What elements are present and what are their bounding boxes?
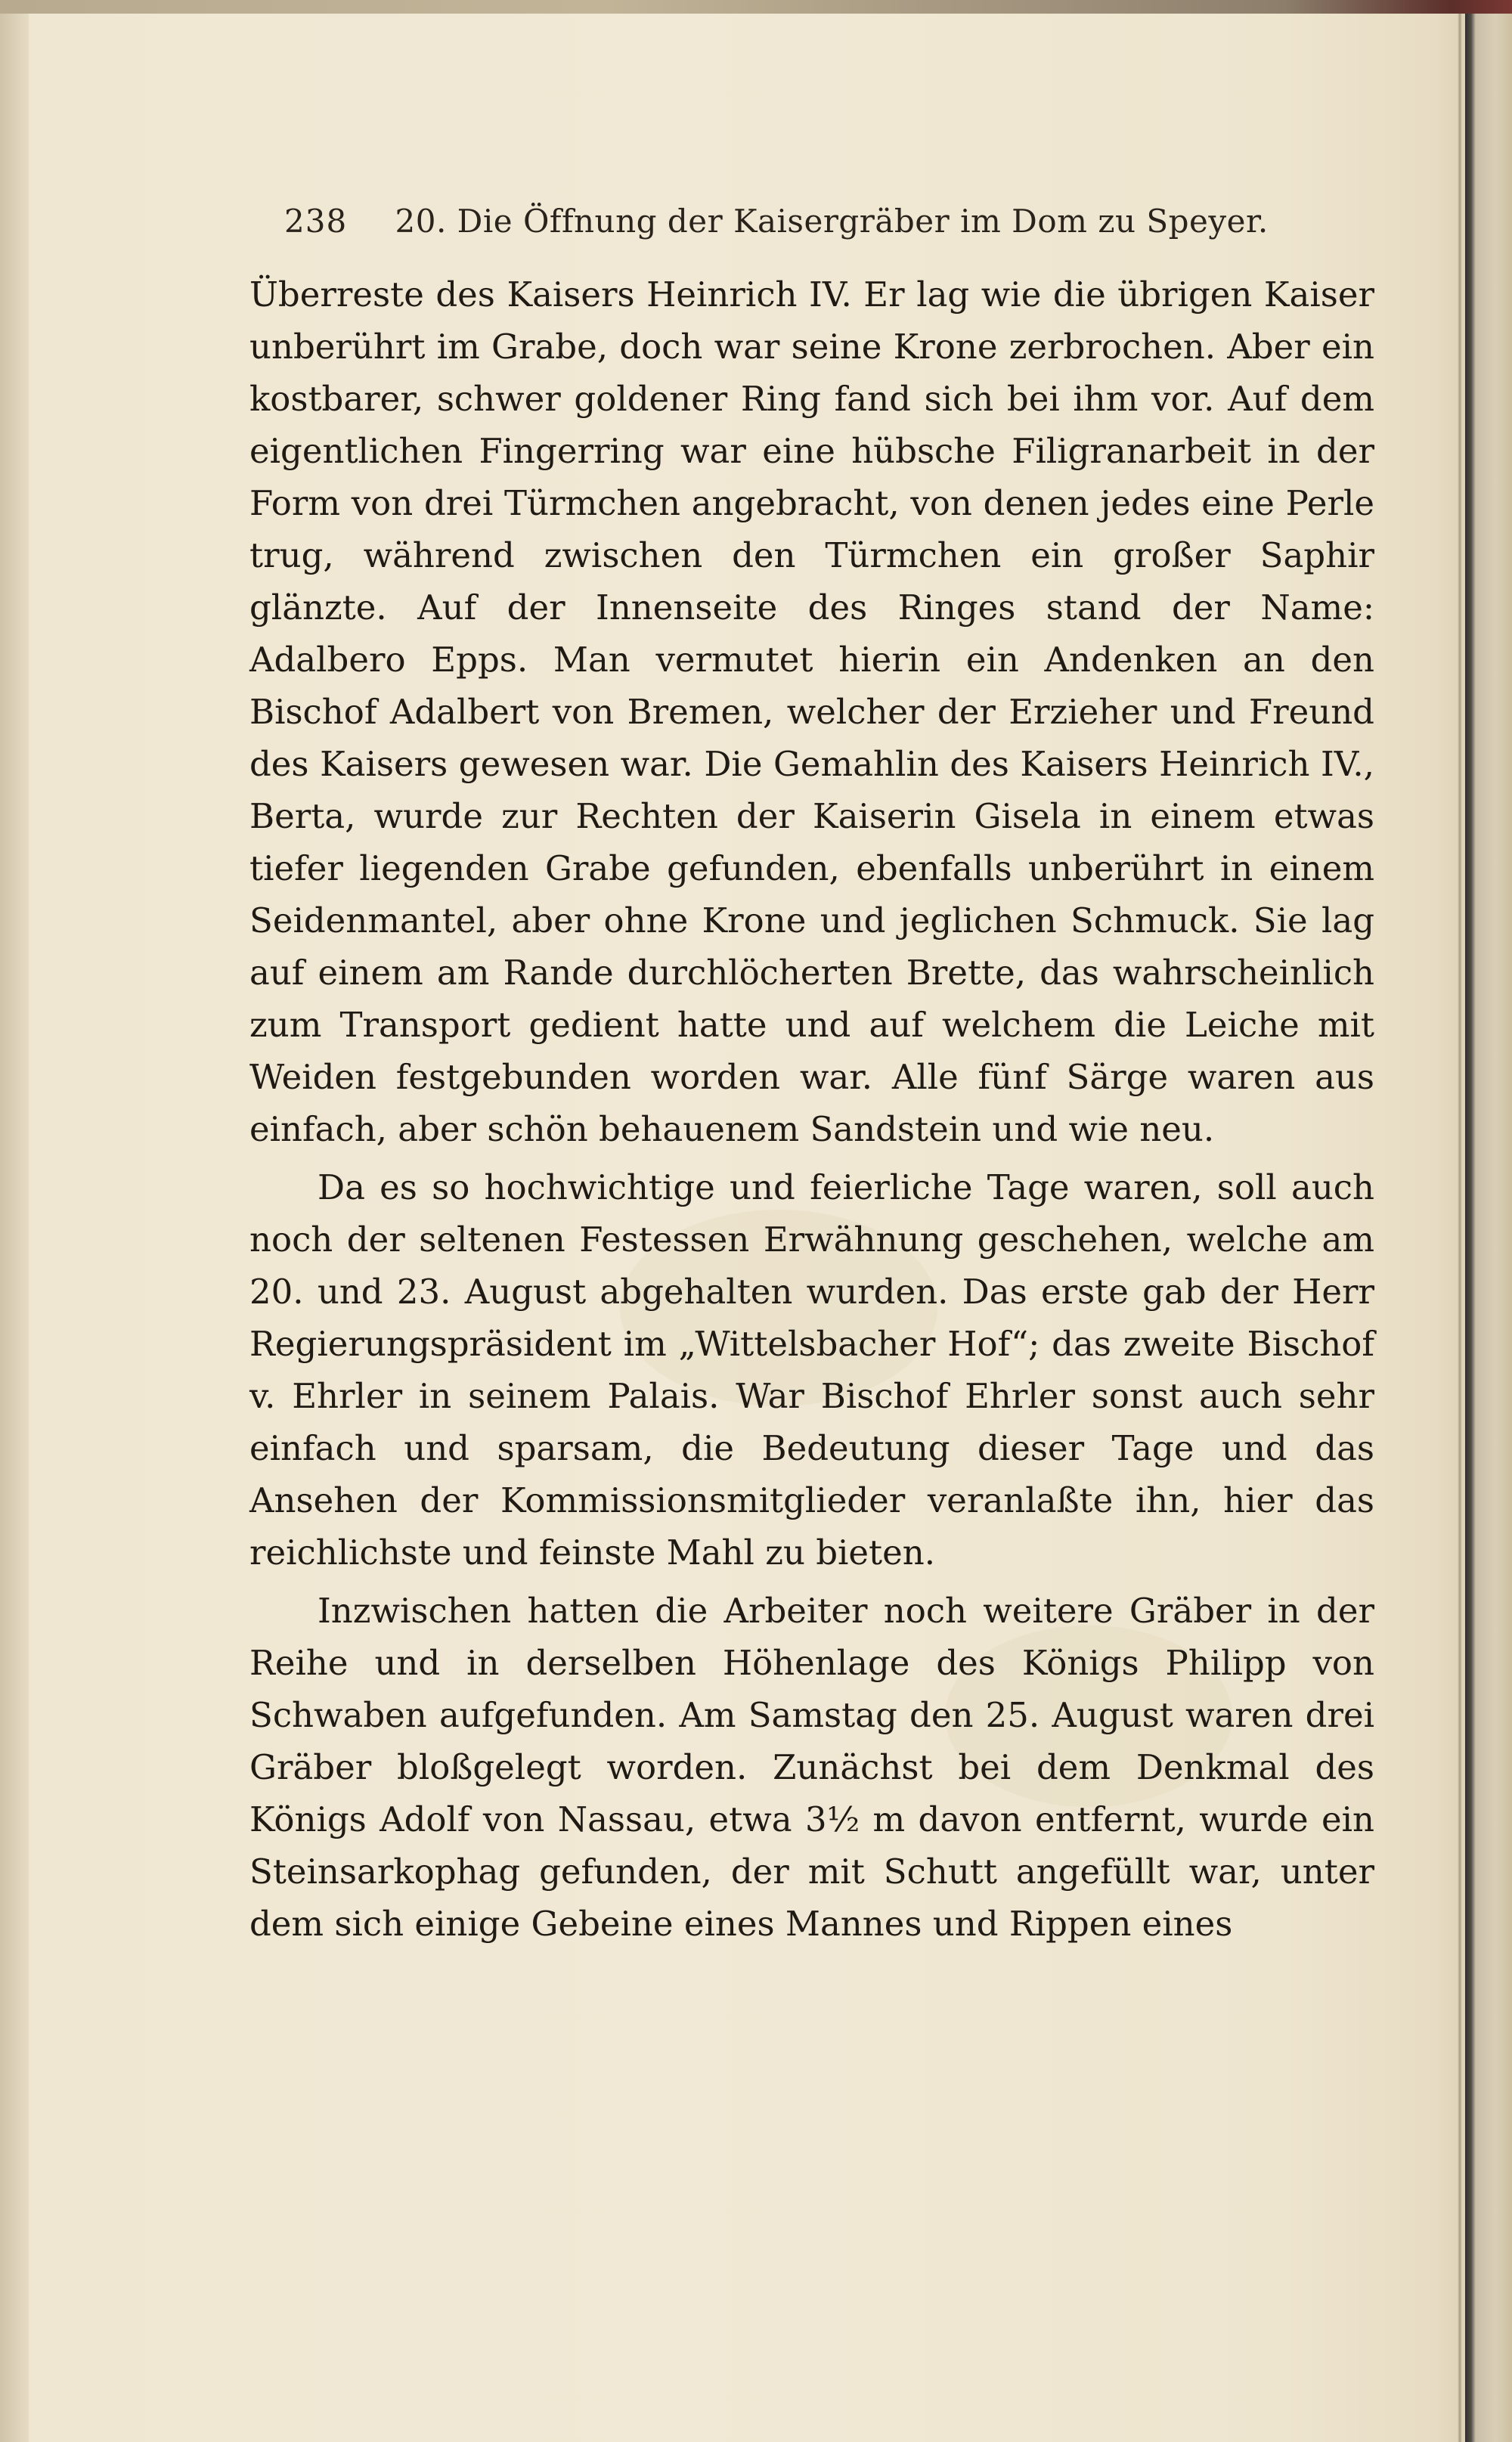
paragraph-2: Da es so hochwichtige und feierliche Tage waren, soll auch noch der seltenen Festessen Erwähnung geschehen, welche am 20. und 23. August abgehalten wurden. Das erste gab der Herr Regierungspräsident im „Wittelsbacher Hof“; das zweite Bischof v. Ehrler in seinem Palais. War Bischof Ehrler sonst auch sehr einfach und sparsam, die Bedeutung dieser Tage und das Ansehen der Kommissionsmitglieder veranlaßte ihn, hier das reichlichste und feinste Mahl zu bieten. — [249, 1167, 1374, 1573]
paragraph-1: Überreste des Kaisers Heinrich IV. Er lag wie die übrigen Kaiser unberührt im Grabe, doch war seine Krone zerbrochen. Aber ein kostbarer, schwer goldener Ring fand sich bei ihm vor. Auf dem eigentlichen Fingerring war eine hübsche Filigranarbeit in der Form von drei Türmchen angebracht, von denen jedes eine Perle trug, während zwischen den Türmchen ein großer Saphir glänzte. Auf der Innenseite des Ringes stand der Name: Adalbero Epps. Man vermutet hierin ein Andenken an den Bischof Adalbert von Bremen, welcher der Erzieher und Freund des Kaisers gewesen war. Die Gemahlin des Kaisers Heinrich IV., Berta, wurde zur Rechten der Kaiserin Gisela in einem etwas tiefer liegenden Grabe gefunden, ebenfalls unberührt in einem Seidenmantel, aber ohne Krone und jeglichen Schmuck. Sie lag auf einem am Rande durchlöcherten Brette, das wahrscheinlich zum Transport gedient hatte und auf welchem die Leiche mit Weiden festgebunden worden war. Alle fünf Särge waren aus einfach, aber schön behauenem Sandstein und wie neu. — [249, 274, 1374, 1149]
book-binding-edge — [1465, 0, 1512, 2442]
book-top-edge — [0, 0, 1512, 14]
running-header — [284, 195, 1358, 248]
paragraph-3: Inzwischen hatten die Arbeiter noch weitere Gräber in der Reihe und in derselben Höhenlage des Königs Philipp von Schwaben aufgefunden. Am Samstag den 25. August waren drei Gräber bloßgelegt worden. Zunächst bei dem Denkmal des Königs Adolf von Nassau, etwa 3½ m davon entfernt, wurde ein Steinsarkophag gefunden, der mit Schutt angefüllt war, unter dem sich einige Gebeine eines Mannes und Rippen eines — [249, 1591, 1374, 1944]
running-title: 20. Die Öffnung der Kaisergräber im Dom zu Speyer. — [395, 203, 1269, 240]
page-gutter-line — [1458, 0, 1462, 2442]
body-text — [249, 268, 1374, 1950]
page-left-shadow — [0, 0, 29, 2442]
page-number: 238 — [284, 203, 348, 240]
